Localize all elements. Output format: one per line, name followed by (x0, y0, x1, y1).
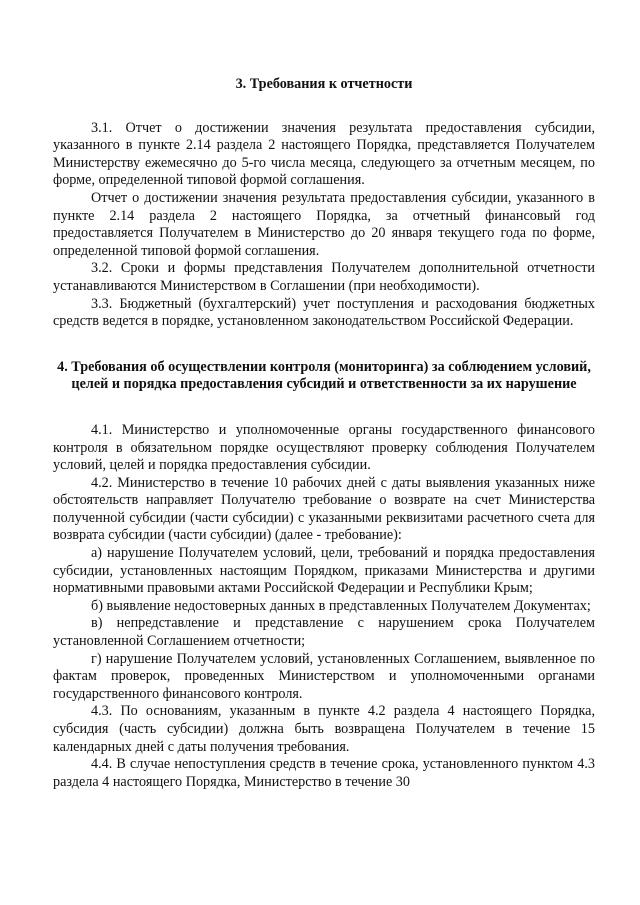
list-item-a: а) нарушение Получателем условий, цели, требований и порядка предоставления субсидии, установленных настоящим Порядком, приказами Министерства и другими нормативными правовыми актами Российской Федерации и Республики Крым; (53, 545, 595, 597)
paragraph-4-2: 4.2. Министерство в течение 10 рабочих дней с даты выявления указанных ниже обстоятельств направляет Получателю требование о возврате на счет Министерства полученной субсидии (части субсидии) с указанными реквизитами расчетного счета для возврата субсидии (части субсидии) (далее - требование): (53, 474, 595, 544)
paragraph-4-4: 4.4. В случае непоступления средств в течение срока, установленного пунктом 4.3 раздела 4 настоящего Порядка, Министерство в течение 30 (53, 756, 595, 790)
list-item-b: б) выявление недостоверных данных в представленных Получателем Документах; (91, 597, 591, 614)
paragraph-3-2: 3.2. Сроки и формы представления Получателем дополнительной отчетности устанавливаются Министерством в Соглашении (при необходимости). (53, 260, 595, 294)
paragraph-3-1: 3.1. Отчет о достижении значения результата предоставления субсидии, указанного в пункте 2.14 раздела 2 настоящего Порядка, представляется Получателем Министерству ежемесячно до 5-го числа месяца, следующего за отчетным месяцем, по форме, определенной типовой формой соглашения. (53, 119, 595, 189)
section-3-title: 3. Требования к отчетности (235, 76, 413, 92)
paragraph-3-1-annual: Отчет о достижении значения результата предоставления субсидии, указанного в пункте 2.14 раздела 2 настоящего Порядка, за отчетный финансовый год предоставляется Получателем в Министерство до 20 января текущего года по форме, определенной типовой формой соглашения. (53, 189, 595, 259)
document-page (53, 76, 595, 791)
list-item-v: в) непредставление и представление с нарушением срока Получателем установленной Соглашением отчетности; (53, 615, 595, 650)
list-item-g: г) нарушение Получателем условий, установленных Соглашением, выявленное по фактам проверок, проведенных Министерством и уполномоченными органами государственного финансового контроля. (53, 650, 595, 702)
section-4-title: 4. Требования об осуществлении контроля (мониторинга) за соблюдением условий, целей и порядка предоставления субсидий и ответственности за их нарушение (57, 358, 591, 393)
paragraph-4-3: 4.3. По основаниям, указанным в пункте 4.2 раздела 4 настоящего Порядка, субсидия (часть субсидии) должна быть возвращена Получателем в течение 15 календарных дней с даты получения требования. (53, 703, 595, 755)
paragraph-3-3: 3.3. Бюджетный (бухгалтерский) учет поступления и расходования бюджетных средств ведется в порядке, установленном законодательством Российской Федерации. (53, 295, 595, 330)
paragraph-4-1: 4.1. Министерство и уполномоченные органы государственного финансового контроля в обязательном порядке осуществляют проверку соблюдения Получателем условий, целей и порядка предоставления субсидии. (53, 421, 595, 474)
